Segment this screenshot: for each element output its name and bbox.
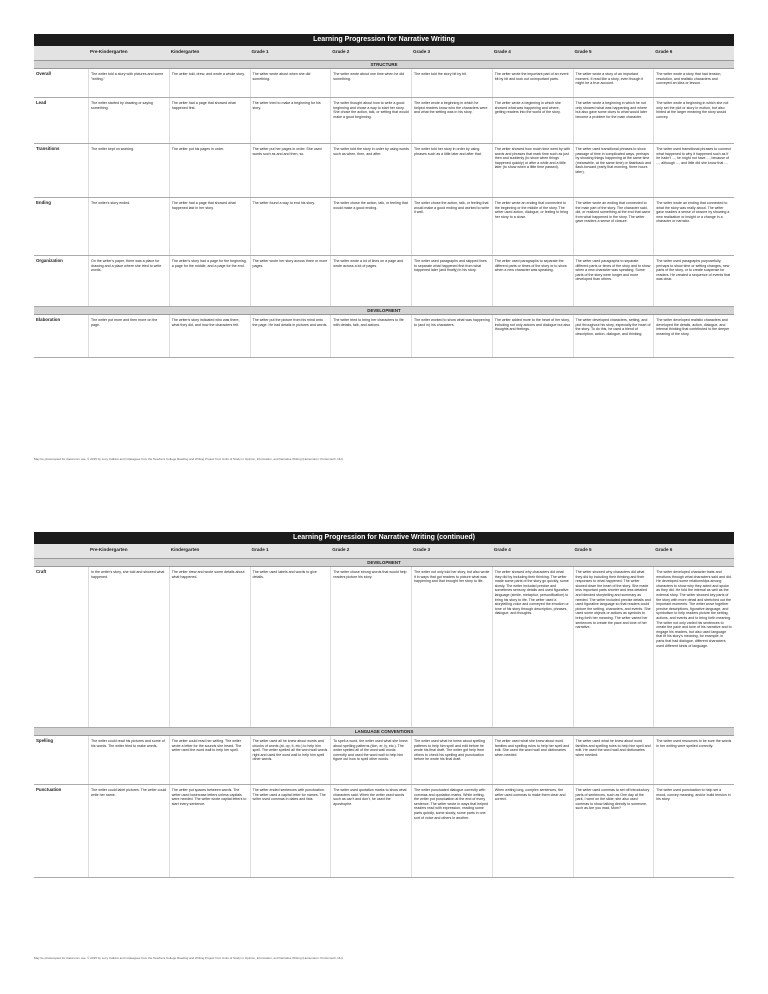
table-row [34,144,734,198]
column-header: Grade 4 [493,49,511,54]
table-cell: The writer used transitional phrases to show passage of time in complicated ways, perhaps by showing things happening at the same time (meanwhile, at the same time) or flashback and flash-forward (early that morning, three hours later). [573,144,654,197]
table-cell: The writer could read his pictures and some of his words. The writer tried to make words. [88,736,169,784]
row-label: Ending [36,200,51,205]
table-row [34,98,734,144]
column-header: Kindergarten [170,547,200,552]
table-cell: The writer wrote an ending that connected to the beginning or the middle of the story. The writer used action, dialogue, or feeling to bring her story to a close. [492,198,573,255]
section-header: DEVELOPMENT [34,307,734,315]
column-header: Grade 5 [574,547,592,552]
table-cell: To spell a word, the writer used what she knew about spelling patterns (tion, er, ly, etc.). The writer spelled all of the word wall words correctly and used the word wall to help him figure out how to spell other words. [330,736,411,784]
column-header: Grade 1 [251,547,269,552]
table-cell: The writer wrote a beginning in which he helped readers know who the characters were and what the setting was in his story. [411,98,492,143]
table-cell: The writer wrote a beginning in which she showed what was happening and where, getting readers into the world of the story. [492,98,573,143]
table-cell: The writer tried to make a beginning for his story. [250,98,331,143]
table-cell: The writer used transitional phrases to connect what happened to why it happened such as If he hadn't ..., he might not have ..., because of ..., although ..., and little did she know that .... [653,144,734,197]
table-cell: The writer chose strong words that would help readers picture his story. [330,567,411,727]
table-cell: The writer wrote about when she did something. [250,69,331,97]
table-cell: The writer not only told her story, but also wrote it in ways that got readers to picture what was happening and that brought her story to life. [411,567,492,727]
section-header: DEVELOPMENT [34,559,734,567]
table-cell: The writer chose the action, talk, or feeling that would make a good ending and worked to write it well. [411,198,492,255]
column-header: Kindergarten [170,49,200,54]
table-cell: The writer wrote a story that had tension, resolution, and realistic characters and conveyed an idea or lesson. [653,69,734,97]
table-row [34,567,734,728]
table-cell: The writer wrote a beginning in which he not only showed what was happening and where but also gave some clues to what would later become a problem for the main character. [573,98,654,143]
table-cell: The writer used punctuation to help set a mood, convey meaning, and/or build tension in his story. [653,785,734,877]
table-cell: The writer chose the action, talk, or feeling that would make a good ending. [330,198,411,255]
table-row [34,198,734,256]
table-row [34,785,734,878]
table-cell: The writer's story had a page for the beginning, a page for the middle, and a page for the end. [169,256,250,306]
row-label: Punctuation [36,787,62,792]
row-label: Craft [36,569,47,574]
table-cell: The writer wrote an ending that connected to what the story was really about. The writer gave readers a sense of closure by showing a new realization or insight or a change in a character or narrator. [653,198,734,255]
column-header-row [34,46,734,61]
table-cell: The writer told a story with pictures and some "writing." [88,69,169,97]
footnote-2: May be photocopied for classroom use. © 2015 by Lucy Calkins and Colleagues from the Teachers College Reading and Writing Project from Units of Study in Opinion, Information, and Narrative Writing (Heinemann: Portsmouth, NH). [34,956,344,960]
table-cell: The writer tried to bring her characters to life with details, talk, and actions. [330,315,411,357]
column-header: Grade 2 [332,49,350,54]
table-cell: The writer thought about how to write a good beginning and chose a way to start her story. She chose the action, talk, or setting that would make a good beginning. [330,98,411,143]
column-header: Grade 6 [655,547,673,552]
column-header: Grade 3 [413,49,431,54]
table-cell: The writer put the picture from his mind onto the page. He had details in pictures and words. [250,315,331,357]
column-header: Grade 3 [413,547,431,552]
table-cell: The writer added more to the heart of her story, including not only actions and dialogue but also thoughts and feelings. [492,315,573,357]
row-label: Lead [36,100,47,105]
column-header: Grade 1 [251,49,269,54]
page-1 [34,34,734,358]
table-cell: The writer could label pictures. The writer could write her name. [88,785,169,877]
table-cell: The writer showed how much time went by with words and phrases that mark time such as just then and suddenly (to show when things happened quickly) or after a while and a little later (to show when a little time passed). [492,144,573,197]
table-cell: The writer developed character traits and emotions through what characters said and did. He developed some relationships among characters to show why they acted and spoke as they did. He told the internal as well as the external story. The writer showed key parts of the story with more detail and stretched out the important moments. The writer wove together precise descriptions, figurative language, and symbolism to help readers picture the setting, actions, and events and to bring forth meaning. The writer not only varied his sentences to create the pace and tone of his narrative and to engage his readers, but also used language that fit his story's meaning, for example, in parts that had dialogue, different characters used different kinds of language. [653,567,734,727]
table-cell: The writer drew and wrote some details about what happened. [169,567,250,727]
table-cell: The writer used labels and words to give details. [250,567,331,727]
table-cell: The writer wrote a story of an important moment. It read like a story, even though it might be a true account. [573,69,654,97]
column-header: Grade 6 [655,49,673,54]
column-header: Pre-Kindergarten [90,547,128,552]
table-cell: The writer put spaces between words. The writer used lowercase letters unless capitals were needed. The writer wrote capital letters to start every sentence. [169,785,250,877]
table-cell: The writer used paragraphs to separate the different parts or times of the story or to show when a new character was speaking. [492,256,573,306]
table-cell: The writer used paragraphs and skipped lines to separate what happened first from what happened later (and finally) in his story. [411,256,492,306]
column-header [34,544,88,558]
table-cell: The writer kept on working. [88,144,169,197]
table-cell: The writer wrote the important part of an event bit by bit and took out unimportant parts. [492,69,573,97]
column-header: Grade 4 [493,547,511,552]
section-header: STRUCTURE [34,61,734,69]
table-cell: The writer showed why characters did what they did by including their thinking. The writer made some parts of the story go quickly, some slowly. The writer included precise and sometimes sensory details and used figurative language (simile, metaphor, personification) to bring his story to life. The writer used a storytelling voice and conveyed the emotion or tone of his story through description, phrases, dialogue, and thoughts. [492,567,573,727]
table-cell: The writer wrote an ending that connected to the main part of the story. The character said, did, or realized something at the end that came from what happened in the story. The writer gave readers a sense of closure. [573,198,654,255]
table-cell: The writer used what she knew about word families and spelling rules to help her spell and edit. She used the word wall and dictionaries when needed. [492,736,573,784]
table-cell: The writer used paragraphs purposefully, perhaps to show time or setting changes, new parts of the story, or to create suspense for readers. He created a sequence of events that was clear. [653,256,734,306]
table-cell: The writer put her pages in order. She used words such as and and then, so. [250,144,331,197]
table-cell: The writer used quotation marks to show what characters said. When the writer used words such as can't and don't, he used the apostrophe. [330,785,411,877]
page-title: Learning Progression for Narrative Writing [34,34,734,46]
column-header: Pre-Kindergarten [90,49,128,54]
table-cell: The writer developed realistic characters and developed the details, action, dialogue, and internal thinking that contributed to the deeper meaning of the story. [653,315,734,357]
table-row [34,736,734,785]
table-cell: The writer used what he knew about word families and spelling rules to help him spell and edit. He used the word wall and dictionaries when needed. [573,736,654,784]
row-label: Overall [36,71,51,76]
table-row [34,315,734,358]
table-cell: The writer used paragraphs to separate different parts or times of the story and to show when a new character was speaking. Some parts of the story were longer and more developed than others. [573,256,654,306]
row-label: Organization [36,258,63,263]
table-cell: The writer had a page that showed what happened first. [169,98,250,143]
table-cell: On the writer's paper, there was a place for drawing and a place where she tried to write words. [88,256,169,306]
table-cell: The writer told her story in order by using phrases such as a little later and after that. [411,144,492,197]
table-cell: The writer developed characters, setting, and plot throughout his story, especially the heart of the story. To do this, he used a blend of description, action, dialogue, and thinking. [573,315,654,357]
table-cell: The writer ended sentences with punctuation. The writer used a capital letter for names. The writer used commas in dates and lists. [250,785,331,877]
table-cell: The writer used all he knew about words and chunks of words (at, op, it, etc.) to help him spell. The writer spelled all the word wall words right and used the word wall to help him spell other words. [250,736,331,784]
table-cell: The writer's story ended. [88,198,169,255]
table-cell: The writer wrote her story across three or more pages. [250,256,331,306]
column-header [34,46,88,60]
table-cell: The writer wrote a lot of lines on a page and wrote across a lot of pages. [330,256,411,306]
table-cell: The writer had a page that showed what happened last in her story. [169,198,250,255]
table-cell: The writer started by drawing or saying something. [88,98,169,143]
table-cell: The writer told, drew, and wrote a whole story. [169,69,250,97]
table-cell: The writer put more and then more on the page. [88,315,169,357]
column-header-row [34,544,734,559]
row-label: Transitions [36,146,60,151]
table-cell: The writer could read her writing. The writer wrote a letter for the sounds she heard. The writer used the word wall to help her spell. [169,736,250,784]
table-cell: When writing long, complex sentences, the writer used commas to make them clear and correct. [492,785,573,877]
section-header: LANGUAGE CONVENTIONS [34,728,734,736]
table-cell: The writer told the story bit by bit. [411,69,492,97]
table-cell: The writer told the story in order by using words such as when, then, and after. [330,144,411,197]
footnote-1: May be photocopied for classroom use. © 2015 by Lucy Calkins and Colleagues from the Teachers College Reading and Writing Project from Units of Study in Opinion, Information, and Narrative Writing (Heinemann: Portsmouth, NH). [34,457,344,461]
table-cell: The writer used what he knew about spelling patterns to help him spell and edit before he wrote his final draft. The writer got help from others to check his spelling and punctuation before he wrote his final draft. [411,736,492,784]
table-row [34,256,734,307]
table-cell: The writer put his pages in order. [169,144,250,197]
table-cell: The writer used resources to be sure the words in her writing were spelled correctly. [653,736,734,784]
table-cell: The writer's story indicated who was there, what they did, and how the characters felt. [169,315,250,357]
table-cell: The writer found a way to end his story. [250,198,331,255]
column-header: Grade 5 [574,49,592,54]
table-cell: The writer used commas to set off introductory parts of sentences, such as One day at the park, I went on the slide; she also used commas to show talking directly to someone, such as Are you mad, Mom? [573,785,654,877]
table-cell: The writer punctuated dialogue correctly with commas and quotation marks. While writing, the writer put punctuation at the end of every sentence. The writer wrote in ways that helped readers read with expression, reading some parts quickly, some slowly, some parts in one sort of voice and others in another. [411,785,492,877]
table-cell: The writer showed why characters did what they did by including their thinking and their responses to what happened. The writer slowed down the heart of the story. She made less important parts shorter and less detailed and blended storytelling and summary as needed. The writer included precise details and used figurative language so that readers could picture the setting, characters, and events. She used some objects or actions as symbols to bring forth her meaning. The writer varied her sentences to create the pace and tone of her narrative. [573,567,654,727]
column-header: Grade 2 [332,547,350,552]
table-cell: The writer worked to show what was happening to (and in) his characters. [411,315,492,357]
table-cell: The writer wrote a beginning in which she not only set the plot or story in motion, but also hinted at the larger meaning the story would convey. [653,98,734,143]
row-label: Elaboration [36,317,61,322]
page-title: Learning Progression for Narrative Writing (continued) [34,532,734,544]
table-row [34,69,734,98]
row-label: Spelling [36,738,54,743]
page-2 [34,532,734,878]
table-cell: In the writer's story, she told and showed what happened. [88,567,169,727]
table-cell: The writer wrote about one time when he did something. [330,69,411,97]
